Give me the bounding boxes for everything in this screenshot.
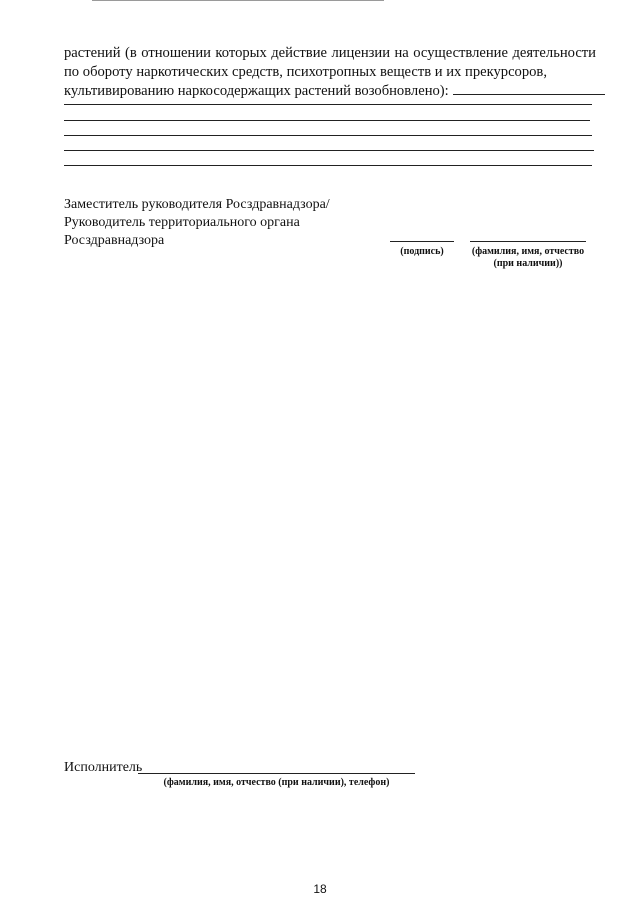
- paragraph-line-3-wrap: [64, 82, 596, 101]
- full-name-caption-line-1: (фамилия, имя, отчество: [471, 246, 585, 257]
- executor-label: Исполнитель: [64, 760, 143, 775]
- plants-fill-line[interactable]: [453, 83, 605, 95]
- paragraph-line-3: культивированию наркосодержащих растений возобновлено):: [64, 83, 449, 99]
- paragraph-line-1: растений (в отношении которых действие лицензии на осуществление деятельности по: [64, 45, 596, 80]
- signature-caption: (подпись): [400, 246, 444, 257]
- license-paragraph: [64, 44, 596, 101]
- executor-caption: (фамилия, имя, отчество (при наличии), телефон): [163, 777, 390, 788]
- fill-line-1[interactable]: [64, 104, 592, 105]
- signatory-title: [64, 196, 330, 250]
- signatory-line-1: Заместитель руководителя Росздравнадзора/: [64, 197, 330, 212]
- executor-line[interactable]: [138, 773, 415, 774]
- signatory-line-3: Росздравнадзора: [64, 233, 165, 248]
- page-number: 18: [313, 882, 327, 896]
- fill-line-3[interactable]: [64, 135, 592, 136]
- paragraph-line-2: обороту наркотических средств, психотропных веществ и их прекурсоров,: [82, 64, 547, 80]
- fill-line-2[interactable]: [64, 120, 590, 121]
- fill-line-4[interactable]: [64, 150, 594, 151]
- full-name-caption-line-2: (при наличии)): [493, 258, 563, 269]
- fill-line-5[interactable]: [64, 165, 592, 166]
- page-top-edge: [92, 0, 384, 1]
- signatory-line-2: Руководитель территориального органа: [64, 215, 300, 230]
- full-name-line[interactable]: [470, 241, 586, 242]
- full-name-caption: [462, 246, 594, 270]
- signature-line[interactable]: [390, 241, 454, 242]
